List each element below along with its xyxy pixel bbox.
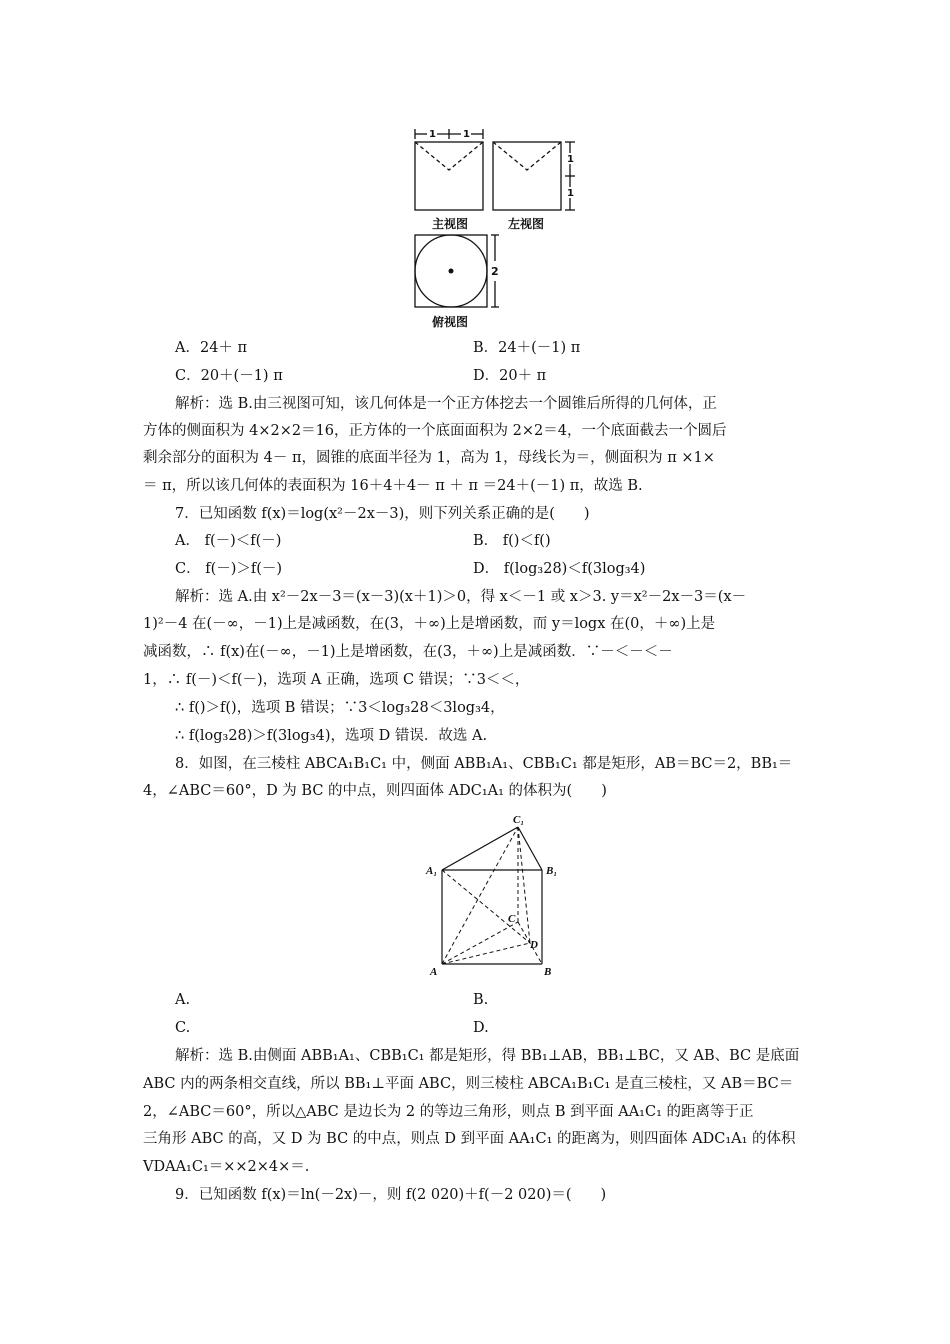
q6-solution-line: ＝ π，所以该几何体的表面积为 16＋4＋4－ π ＋ π ＝24＋(－1) π，故选 B. — [143, 478, 643, 494]
q7-solution-line: 减函数，∴ f(x)在(－∞，－1)上是增函数，在(3，＋∞)上是减函数．∵－＜－＜－ — [143, 644, 673, 660]
label-c1: C₁ — [513, 814, 525, 826]
q7-solution-line: 1)²－4 在(－∞，－1)上是减函数，在(3，＋∞)上是增函数，而 y＝logx 在(0，＋∞)上是 — [143, 616, 716, 632]
q6-solution-line: 方体的侧面积为 4×2×2＝16，正方体的一个底面面积为 2×2＝4，一个底面截去一个圆后 — [143, 423, 727, 439]
q6-solution-line: 剩余部分的面积为 4－ π，圆锥的底面半径为 1，高为 1，母线长为＝，侧面积为 π ×1× — [143, 450, 715, 466]
front-view-caption: 主视图 — [432, 217, 469, 231]
q7-option-b: B． f()＜f() — [473, 533, 551, 549]
q8-stem-line: 4，∠ABC＝60°，D 为 BC 的中点，则四面体 ADC₁A₁ 的体积为( ) — [143, 783, 607, 799]
q7-solution-line: 1，∴ f(－)＜f(－)，选项 A 正确，选项 C 错误；∵3＜＜， — [143, 672, 530, 688]
side-view-cone-edges — [493, 142, 561, 170]
q8-stem-line: 8．如图，在三棱柱 ABCA₁B₁C₁ 中，侧面 ABB₁A₁、CBB₁C₁ 都是矩形，AB＝BC＝2，BB₁＝ — [175, 756, 793, 772]
q8-solution-line: ABC 内的两条相交直线，所以 BB₁⊥平面 ABC，则三棱柱 ABCA₁B₁C₁ 是直三棱柱，又 AB＝BC＝ — [143, 1076, 794, 1092]
q6-option-b: B．24＋(－1) π — [473, 340, 581, 356]
q6-option-c: C．20＋(－1) π — [175, 368, 283, 384]
dim-top-right: 1 — [463, 129, 470, 140]
dim-top-view: 2 — [491, 265, 499, 278]
q7-option-a: A． f(－)＜f(－) — [175, 533, 282, 549]
prism-figure — [420, 812, 570, 982]
q7-solution-line: ∴ f()＞f()，选项 B 错误；∵3＜log₃28＜3log₃4， — [175, 700, 505, 716]
q6-option-a: A．24＋ π — [175, 340, 248, 356]
q7-option-d: D． f(log₃28)＜f(3log₃4) — [473, 561, 646, 577]
q7-option-c: C． f(－)＞f(－) — [175, 561, 283, 577]
q7-solution-line: ∴ f(log₃28)＞f(3log₃4)，选项 D 错误．故选 A. — [175, 728, 488, 744]
dim-side-upper: 1 — [567, 154, 574, 165]
q6-solution-line: 解析：选 B.由三视图可知，该几何体是一个正方体挖去一个圆锥后所得的几何体，正 — [175, 396, 717, 412]
q6-option-d: D．20＋ π — [473, 368, 547, 384]
label-d: D — [530, 939, 538, 951]
q8-solution-line: VDAA₁C₁＝××2×4×＝. — [143, 1159, 310, 1175]
label-b1: B₁ — [546, 865, 558, 877]
q8-solution-line: 三角形 ABC 的高，又 D 为 BC 的中点，则点 D 到平面 AA₁C₁ 的距离为，则四面体 ADC₁A₁ 的体积 — [143, 1131, 796, 1147]
q8-option-b: B. — [473, 992, 489, 1008]
front-view-square — [415, 142, 483, 210]
side-view-square — [493, 142, 561, 210]
label-a: A — [430, 966, 438, 978]
label-b: B — [544, 966, 552, 978]
q8-solution-line: 解析：选 B.由侧面 ABB₁A₁、CBB₁C₁ 都是矩形，得 BB₁⊥AB，BB₁⊥BC，又 AB、BC 是底面 — [175, 1048, 800, 1064]
q7-solution-line: 解析：选 A.由 x²－2x－3＝(x－3)(x＋1)＞0，得 x＜－1 或 x＞3. y＝x²－2x－3＝(x－ — [175, 589, 747, 605]
q9-stem: 9．已知函数 f(x)＝ln(－2x)－，则 f(2 020)＋f(－2 020)＝( ) — [175, 1187, 607, 1203]
dim-side-lower: 1 — [567, 188, 574, 199]
top-view-caption: 俯视图 — [432, 315, 469, 329]
q7-stem: 7．已知函数 f(x)＝log(x²－2x－3)，则下列关系正确的是( ) — [175, 506, 590, 522]
front-view-cone-edges — [415, 142, 483, 170]
label-a1: A₁ — [426, 865, 438, 877]
label-c: C — [508, 913, 516, 925]
q8-option-d: D. — [473, 1020, 489, 1036]
q8-solution-line: 2，∠ABC＝60°，所以△ABC 是边长为 2 的等边三角形，则点 B 到平面 AA₁C₁ 的距离等于正 — [143, 1104, 754, 1120]
q8-option-a: A. — [175, 992, 191, 1008]
side-view-caption: 左视图 — [508, 217, 545, 231]
q8-option-c: C. — [175, 1020, 191, 1036]
dim-top-left: 1 — [429, 129, 436, 140]
